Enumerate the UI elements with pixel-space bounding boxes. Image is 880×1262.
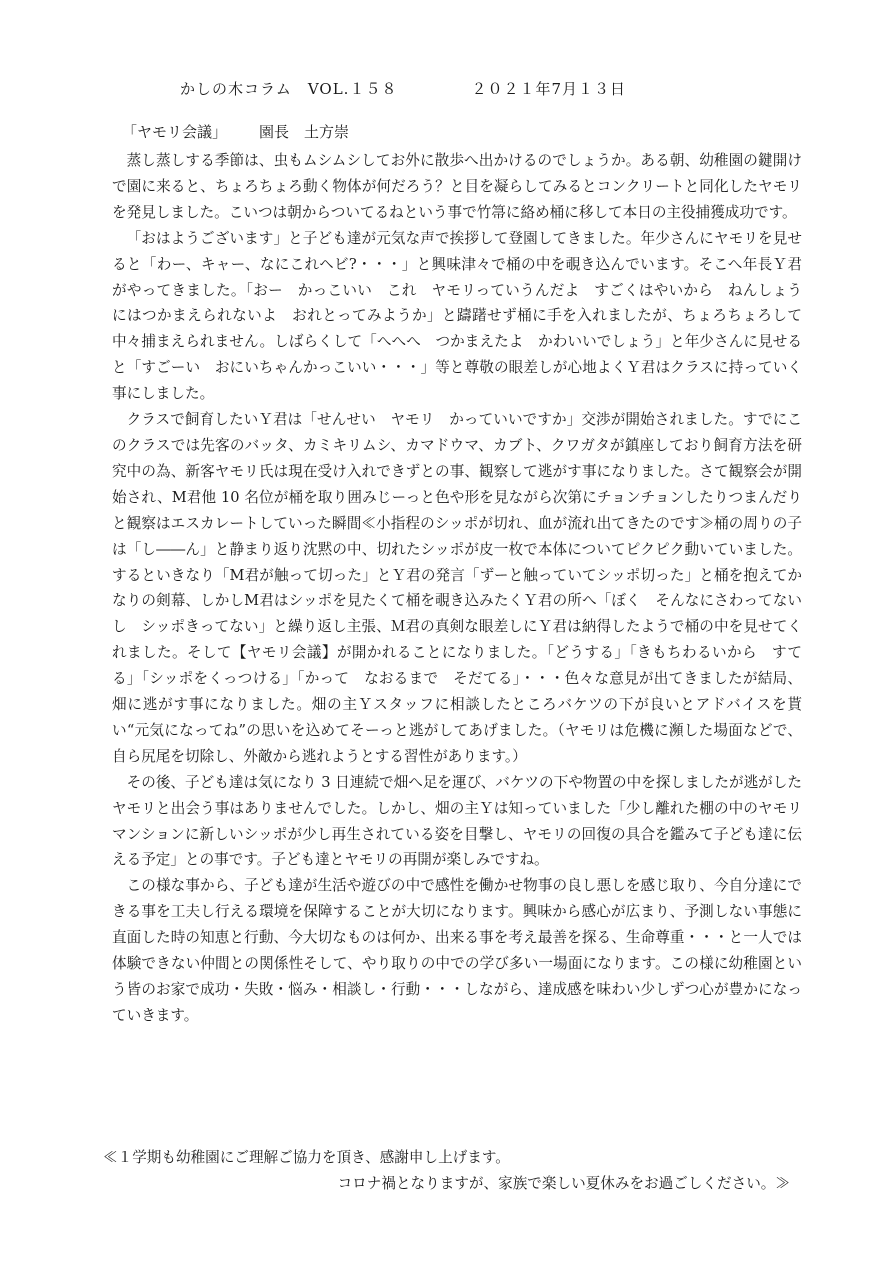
article-title: 「ヤモリ会議」 <box>122 123 228 141</box>
paragraph: その後、子ども達は気になり 3 日連続で畑へ足を運び、バケツの下や物置の中を探しましたが逃がしたヤモリと出会う事はありませんでした。しかし、畑の主Ｙは知っていました「少し離れた棚の中のヤモリマンションに新しいシッポが少し再生されている姿を目撃し、ヤモリの回復の具合を鑑みて子ども達に伝える予定」との事です。子ども達とヤモリの再開が楽しみですね。 <box>112 773 802 869</box>
article-author: 園長 土方崇 <box>259 123 350 141</box>
column-volume: VOL.１５８ <box>307 80 398 98</box>
closing-line-1: ≪１学期も幼稚園にご理解ご協力を頂き、感謝申し上げます。 <box>103 1149 510 1166</box>
column-date: ２０２１年7月１３日 <box>471 80 627 98</box>
paragraph: 蒸し蒸しする季節は、虫もムシムシしてお外に散歩へ出かけるのでしょうか。ある朝、幼稚園の鍵開けで園に来ると、ちょろちょろ動く物体が何だろう？と目を凝らしてみるとコンクリートと同化したヤモリを発見しました。こいつは朝からついてるねという事で竹箒に絡め桶に移して本日の主役捕獲成功です。 <box>112 152 802 221</box>
closing-line-2: コロナ禍となりますが、家族で楽しい夏休みをお過ごしください。≫ <box>337 1175 790 1192</box>
article-heading <box>122 121 349 142</box>
paragraph: この様な事から、子ども達が生活や遊びの中で感性を働かせ物事の良し悪しを感じ取り、今自分達にできる事を工夫し行える環境を保障することが大切になります。興味から感心が広まり、予測しない事態に直面した時の知恵と行動、今大切なものは何か、出来る事を考え最善を探る、生命尊重・・・と一人では体験できない仲間との関係性そして、やり取りの中での学び多い一場面になります。この様に幼稚園という皆のお家で成功・失敗・悩み・相談し・行動・・・しながら、達成感を味わい少しずつ心が豊かになっていきます。 <box>112 877 802 1024</box>
article-body <box>112 148 802 1029</box>
column-series-title: かしの木コラム <box>180 80 292 98</box>
paragraph: クラスで飼育したいＹ君は「せんせい ヤモリ かっていいですか」交渉が開始されました。すでにこのクラスでは先客のバッタ、カミキリムシ、カマドウマ、カブト、クワガタが鎮座しており飼育方法を研究中の為、新客ヤモリ氏は現在受け入れできずとの事、観察して逃がす事になりました。さて観察会が開始され、M君他 10 名位が桶を取り囲みじーっと色や形を見ながら次第にチョンチョンしたりつまんだりと観察はエスカレートしていった瞬間≪小指程のシッポが切れ、血が流れ出てきたのです≫桶の周りの子は「し――ん」と静まり返り沈黙の中、切れたシッポが皮一枚で本体についてピクピク動いていました。するといきなり「M君が触って切った」とＹ君の発言「ずーと触っていてシッポ切った」と桶を抱えてかなりの剣幕、しかしM君はシッポを見たくて桶を覗き込みたくＹ君の所へ「ぼく そんなにさわってないし シッポきってない」と繰り返し主張、Ｍ君の真剣な眼差しにＹ君は納得したようで桶の中を見せてくれました。そして【ヤモリ会議】が開かれることになりました。「どうする」「きもちわるいから すてる」「シッポをくっつける」「かって なおるまで そだてる」・・・色々な意見が出てきましたが結局、畑に逃がす事になりました。畑の主Ｙスタッフに相談したところバケツの下が良いとアドバイスを貰い“元気になってね”の思いを込めてそーっと逃がしてあげました。（ヤモリは危機に瀕した場面などで、自ら尻尾を切除し、外敵から逃れようとする習性があります。） <box>112 411 802 765</box>
paragraph: 「おはようございます」と子ども達が元気な声で挨拶して登園してきました。年少さんにヤモリを見せると「わー、キャー、なにこれヘビ?・・・」と興味津々で桶の中を覗き込んでいます。そこへ年長Ｙ君がやってきました。「おー かっこいい これ ヤモリっていうんだよ すごくはやいから ねんしょうにはつかまえられないよ おれとってみようか」と躊躇せず桶に手を入れましたが、ちょろちょろして中々捕まえられません。しばらくして「へへへ つかまえたよ かわいいでしょう」と年少さんに見せると「すごーい おにいちゃんかっこいい・・・」等と尊敬の眼差しが心地よくＹ君はクラスに持っていく事にしました。 <box>112 229 802 403</box>
column-header <box>180 78 626 99</box>
